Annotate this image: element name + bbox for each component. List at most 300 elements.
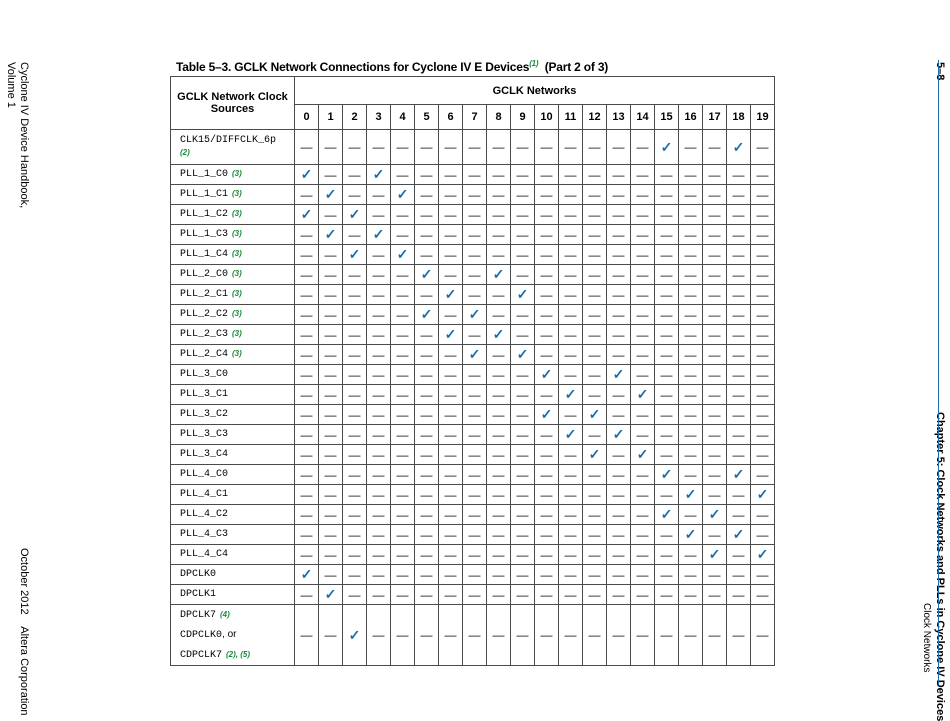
dash-cell: — bbox=[439, 185, 463, 205]
dash-cell: — bbox=[727, 505, 751, 525]
dash-cell: — bbox=[319, 605, 343, 666]
source-name bbox=[171, 445, 295, 465]
header-source: GCLK Network Clock Sources bbox=[171, 77, 295, 130]
dash-cell: — bbox=[751, 585, 775, 605]
dash-cell: — bbox=[535, 425, 559, 445]
dash-cell: — bbox=[583, 385, 607, 405]
dash-cell: — bbox=[367, 325, 391, 345]
dash-cell: — bbox=[607, 345, 631, 365]
dash-cell: — bbox=[559, 305, 583, 325]
dash-cell: — bbox=[391, 265, 415, 285]
column-header-17: 17 bbox=[703, 105, 727, 130]
source-label: PLL_3_C4 bbox=[180, 449, 229, 460]
dash-cell: — bbox=[751, 525, 775, 545]
dash-cell: — bbox=[655, 345, 679, 365]
dash-cell: — bbox=[415, 325, 439, 345]
table-row bbox=[171, 545, 775, 565]
dash-cell: — bbox=[703, 205, 727, 225]
dash-cell: — bbox=[727, 245, 751, 265]
dash-cell: — bbox=[559, 565, 583, 585]
dash-cell: — bbox=[607, 405, 631, 425]
dash-cell: — bbox=[463, 165, 487, 185]
check-mark-icon: ✓ bbox=[487, 265, 511, 285]
dash-cell: — bbox=[391, 585, 415, 605]
dash-cell: — bbox=[439, 265, 463, 285]
source-label: PLL_2_C2 bbox=[180, 309, 229, 320]
dash-cell: — bbox=[655, 205, 679, 225]
dash-cell: — bbox=[655, 325, 679, 345]
dash-cell: — bbox=[343, 585, 367, 605]
dash-cell: — bbox=[679, 130, 703, 165]
source-label: CDPCLK0 bbox=[180, 630, 223, 641]
source-label-text: , or bbox=[222, 629, 237, 640]
dash-cell: — bbox=[439, 245, 463, 265]
dash-cell: — bbox=[511, 225, 535, 245]
dash-cell: — bbox=[751, 245, 775, 265]
dash-cell: — bbox=[559, 365, 583, 385]
source-name bbox=[171, 285, 295, 305]
table-row bbox=[171, 265, 775, 285]
source-name bbox=[171, 465, 295, 485]
dash-cell: — bbox=[535, 605, 559, 666]
dash-cell: — bbox=[679, 265, 703, 285]
dash-cell: — bbox=[751, 425, 775, 445]
dash-cell: — bbox=[727, 565, 751, 585]
side-date-company bbox=[18, 548, 30, 716]
dash-cell: — bbox=[703, 130, 727, 165]
dash-cell: — bbox=[559, 525, 583, 545]
check-mark-icon: ✓ bbox=[727, 525, 751, 545]
dash-cell: — bbox=[319, 130, 343, 165]
dash-cell: — bbox=[367, 305, 391, 325]
dash-cell: — bbox=[727, 385, 751, 405]
dash-cell: — bbox=[727, 185, 751, 205]
dash-cell: — bbox=[295, 485, 319, 505]
dash-cell: — bbox=[511, 245, 535, 265]
dash-cell: — bbox=[295, 365, 319, 385]
dash-cell: — bbox=[583, 130, 607, 165]
dash-cell: — bbox=[511, 305, 535, 325]
column-header-10: 10 bbox=[535, 105, 559, 130]
source-label: PLL_2_C3 bbox=[180, 329, 229, 340]
check-mark-icon: ✓ bbox=[511, 285, 535, 305]
source-label: PLL_1_C0 bbox=[180, 169, 229, 180]
check-mark-icon: ✓ bbox=[463, 345, 487, 365]
table-row bbox=[171, 605, 775, 666]
dash-cell: — bbox=[295, 285, 319, 305]
dash-cell: — bbox=[607, 385, 631, 405]
dash-cell: — bbox=[751, 465, 775, 485]
dash-cell: — bbox=[463, 205, 487, 225]
dash-cell: — bbox=[511, 205, 535, 225]
check-mark-icon: ✓ bbox=[415, 305, 439, 325]
source-label: PLL_4_C1 bbox=[180, 489, 229, 500]
dash-cell: — bbox=[751, 605, 775, 666]
right-rule bbox=[938, 60, 939, 685]
dash-cell: — bbox=[367, 545, 391, 565]
chapter-title-text: Chapter 5: Clock Networks and PLLs in Cyclone IV Devices bbox=[934, 412, 946, 721]
dash-cell: — bbox=[439, 565, 463, 585]
dash-cell: — bbox=[343, 130, 367, 165]
source-footnote: (3) bbox=[232, 329, 242, 338]
dash-cell: — bbox=[487, 305, 511, 325]
dash-cell: — bbox=[583, 505, 607, 525]
dash-cell: — bbox=[607, 185, 631, 205]
dash-cell: — bbox=[415, 505, 439, 525]
dash-cell: — bbox=[727, 365, 751, 385]
dash-cell: — bbox=[751, 225, 775, 245]
source-name bbox=[171, 525, 295, 545]
dash-cell: — bbox=[679, 225, 703, 245]
dash-cell: — bbox=[559, 605, 583, 666]
dash-cell: — bbox=[751, 285, 775, 305]
source-label: CDPCLK7 bbox=[180, 650, 223, 661]
dash-cell: — bbox=[607, 465, 631, 485]
side-handbook-title bbox=[18, 62, 30, 208]
dash-cell: — bbox=[319, 285, 343, 305]
dash-cell: — bbox=[343, 305, 367, 325]
dash-cell: — bbox=[367, 505, 391, 525]
dash-cell: — bbox=[559, 205, 583, 225]
dash-cell: — bbox=[607, 565, 631, 585]
dash-cell: — bbox=[655, 265, 679, 285]
dash-cell: — bbox=[607, 445, 631, 465]
dash-cell: — bbox=[727, 325, 751, 345]
dash-cell: — bbox=[439, 485, 463, 505]
dash-cell: — bbox=[535, 545, 559, 565]
dash-cell: — bbox=[319, 505, 343, 525]
dash-cell: — bbox=[679, 245, 703, 265]
dash-cell: — bbox=[703, 325, 727, 345]
check-mark-icon: ✓ bbox=[727, 465, 751, 485]
dash-cell: — bbox=[583, 165, 607, 185]
dash-cell: — bbox=[655, 305, 679, 325]
dash-cell: — bbox=[655, 445, 679, 465]
dash-cell: — bbox=[487, 225, 511, 245]
gclk-table bbox=[170, 76, 775, 666]
dash-cell: — bbox=[415, 405, 439, 425]
dash-cell: — bbox=[343, 165, 367, 185]
dash-cell: — bbox=[295, 405, 319, 425]
dash-cell: — bbox=[511, 605, 535, 666]
dash-cell: — bbox=[343, 525, 367, 545]
dash-cell: — bbox=[367, 365, 391, 385]
source-name bbox=[171, 585, 295, 605]
dash-cell: — bbox=[295, 245, 319, 265]
dash-cell: — bbox=[631, 225, 655, 245]
dash-cell: — bbox=[631, 525, 655, 545]
check-mark-icon: ✓ bbox=[367, 225, 391, 245]
dash-cell: — bbox=[607, 265, 631, 285]
dash-cell: — bbox=[295, 345, 319, 365]
dash-cell: — bbox=[487, 185, 511, 205]
source-label: PLL_4_C4 bbox=[180, 549, 229, 560]
dash-cell: — bbox=[535, 385, 559, 405]
dash-cell: — bbox=[751, 305, 775, 325]
dash-cell: — bbox=[319, 485, 343, 505]
dash-cell: — bbox=[703, 425, 727, 445]
source-name bbox=[171, 130, 295, 165]
column-header-11: 11 bbox=[559, 105, 583, 130]
dash-cell: — bbox=[367, 285, 391, 305]
source-label: DPCLK0 bbox=[180, 569, 217, 580]
dash-cell: — bbox=[631, 425, 655, 445]
dash-cell: — bbox=[367, 605, 391, 666]
dash-cell: — bbox=[511, 365, 535, 385]
dash-cell: — bbox=[703, 465, 727, 485]
dash-cell: — bbox=[679, 185, 703, 205]
dash-cell: — bbox=[463, 265, 487, 285]
dash-cell: — bbox=[655, 245, 679, 265]
dash-cell: — bbox=[415, 385, 439, 405]
check-mark-icon: ✓ bbox=[343, 205, 367, 225]
dash-cell: — bbox=[679, 405, 703, 425]
dash-cell: — bbox=[391, 485, 415, 505]
dash-cell: — bbox=[487, 285, 511, 305]
source-label: PLL_3_C1 bbox=[180, 389, 229, 400]
dash-cell: — bbox=[679, 305, 703, 325]
dash-cell: — bbox=[679, 505, 703, 525]
dash-cell: — bbox=[487, 130, 511, 165]
check-mark-icon: ✓ bbox=[391, 245, 415, 265]
source-name bbox=[171, 505, 295, 525]
dash-cell: — bbox=[655, 605, 679, 666]
column-header-8: 8 bbox=[487, 105, 511, 130]
dash-cell: — bbox=[583, 325, 607, 345]
dash-cell: — bbox=[535, 445, 559, 465]
dash-cell: — bbox=[727, 285, 751, 305]
dash-cell: — bbox=[463, 465, 487, 485]
check-mark-icon: ✓ bbox=[703, 545, 727, 565]
handbook-name: Cyclone IV Device Handbook, bbox=[18, 62, 30, 209]
dash-cell: — bbox=[415, 165, 439, 185]
dash-cell: — bbox=[415, 185, 439, 205]
dash-cell: — bbox=[487, 445, 511, 465]
dash-cell: — bbox=[511, 325, 535, 345]
dash-cell: — bbox=[559, 245, 583, 265]
dash-cell: — bbox=[343, 445, 367, 465]
dash-cell: — bbox=[607, 545, 631, 565]
table-row bbox=[171, 285, 775, 305]
dash-cell: — bbox=[631, 305, 655, 325]
dash-cell: — bbox=[439, 405, 463, 425]
dash-cell: — bbox=[367, 130, 391, 165]
source-label: PLL_1_C1 bbox=[180, 189, 229, 200]
table-row bbox=[171, 345, 775, 365]
dash-cell: — bbox=[487, 505, 511, 525]
dash-cell: — bbox=[391, 425, 415, 445]
table-row bbox=[171, 305, 775, 325]
dash-cell: — bbox=[655, 485, 679, 505]
dash-cell: — bbox=[607, 225, 631, 245]
dash-cell: — bbox=[703, 565, 727, 585]
dash-cell: — bbox=[727, 545, 751, 565]
dash-cell: — bbox=[583, 185, 607, 205]
source-label: PLL_4_C3 bbox=[180, 529, 229, 540]
dash-cell: — bbox=[415, 345, 439, 365]
dash-cell: — bbox=[559, 505, 583, 525]
dash-cell: — bbox=[703, 605, 727, 666]
dash-cell: — bbox=[487, 425, 511, 445]
source-footnote: (3) bbox=[232, 169, 242, 178]
dash-cell: — bbox=[631, 185, 655, 205]
dash-cell: — bbox=[319, 565, 343, 585]
dash-cell: — bbox=[463, 285, 487, 305]
dash-cell: — bbox=[703, 245, 727, 265]
dash-cell: — bbox=[631, 265, 655, 285]
column-header-6: 6 bbox=[439, 105, 463, 130]
dash-cell: — bbox=[583, 425, 607, 445]
dash-cell: — bbox=[535, 585, 559, 605]
dash-cell: — bbox=[439, 425, 463, 445]
dash-cell: — bbox=[535, 165, 559, 185]
dash-cell: — bbox=[391, 130, 415, 165]
source-footnote: (3) bbox=[232, 309, 242, 318]
dash-cell: — bbox=[439, 505, 463, 525]
dash-cell: — bbox=[295, 585, 319, 605]
dash-cell: — bbox=[319, 425, 343, 445]
dash-cell: — bbox=[295, 445, 319, 465]
dash-cell: — bbox=[751, 205, 775, 225]
dash-cell: — bbox=[415, 365, 439, 385]
dash-cell: — bbox=[487, 165, 511, 185]
dash-cell: — bbox=[583, 565, 607, 585]
caption-footnote: (1) bbox=[529, 59, 539, 68]
dash-cell: — bbox=[511, 465, 535, 485]
check-mark-icon: ✓ bbox=[655, 465, 679, 485]
dash-cell: — bbox=[583, 205, 607, 225]
dash-cell: — bbox=[727, 205, 751, 225]
check-mark-icon: ✓ bbox=[631, 385, 655, 405]
dash-cell: — bbox=[679, 585, 703, 605]
check-mark-icon: ✓ bbox=[703, 505, 727, 525]
dash-cell: — bbox=[511, 165, 535, 185]
check-mark-icon: ✓ bbox=[751, 545, 775, 565]
dash-cell: — bbox=[319, 265, 343, 285]
dash-cell: — bbox=[463, 365, 487, 385]
source-name bbox=[171, 265, 295, 285]
dash-cell: — bbox=[655, 285, 679, 305]
source-label: CLK15/DIFFCLK_6p bbox=[180, 135, 277, 146]
dash-cell: — bbox=[655, 165, 679, 185]
dash-cell: — bbox=[319, 365, 343, 385]
dash-cell: — bbox=[703, 265, 727, 285]
column-header-14: 14 bbox=[631, 105, 655, 130]
dash-cell: — bbox=[319, 385, 343, 405]
dash-cell: — bbox=[631, 545, 655, 565]
dash-cell: — bbox=[559, 285, 583, 305]
dash-cell: — bbox=[463, 385, 487, 405]
dash-cell: — bbox=[487, 245, 511, 265]
dash-cell: — bbox=[511, 485, 535, 505]
dash-cell: — bbox=[343, 385, 367, 405]
dash-cell: — bbox=[679, 165, 703, 185]
table-row bbox=[171, 525, 775, 545]
dash-cell: — bbox=[535, 505, 559, 525]
dash-cell: — bbox=[607, 130, 631, 165]
dash-cell: — bbox=[535, 265, 559, 285]
dash-cell: — bbox=[463, 565, 487, 585]
check-mark-icon: ✓ bbox=[751, 485, 775, 505]
dash-cell: — bbox=[751, 185, 775, 205]
dash-cell: — bbox=[463, 525, 487, 545]
dash-cell: — bbox=[295, 425, 319, 445]
table-row bbox=[171, 245, 775, 265]
dash-cell: — bbox=[391, 525, 415, 545]
dash-cell: — bbox=[535, 130, 559, 165]
dash-cell: — bbox=[679, 565, 703, 585]
section-title bbox=[921, 603, 932, 672]
dash-cell: — bbox=[631, 245, 655, 265]
dash-cell: — bbox=[511, 405, 535, 425]
dash-cell: — bbox=[727, 425, 751, 445]
dash-cell: — bbox=[343, 325, 367, 345]
side-volume bbox=[5, 62, 17, 108]
dash-cell: — bbox=[631, 505, 655, 525]
source-label: PLL_3_C2 bbox=[180, 409, 229, 420]
column-header-16: 16 bbox=[679, 105, 703, 130]
dash-cell: — bbox=[439, 545, 463, 565]
dash-cell: — bbox=[703, 445, 727, 465]
dash-cell: — bbox=[583, 265, 607, 285]
dash-cell: — bbox=[319, 345, 343, 365]
table-row bbox=[171, 185, 775, 205]
dash-cell: — bbox=[319, 305, 343, 325]
dash-cell: — bbox=[391, 565, 415, 585]
dash-cell: — bbox=[655, 525, 679, 545]
check-mark-icon: ✓ bbox=[559, 385, 583, 405]
table-row bbox=[171, 325, 775, 345]
dash-cell: — bbox=[655, 225, 679, 245]
dash-cell: — bbox=[655, 385, 679, 405]
dash-cell: — bbox=[391, 505, 415, 525]
dash-cell: — bbox=[511, 185, 535, 205]
dash-cell: — bbox=[727, 225, 751, 245]
dash-cell: — bbox=[295, 545, 319, 565]
dash-cell: — bbox=[607, 585, 631, 605]
dash-cell: — bbox=[631, 365, 655, 385]
dash-cell: — bbox=[343, 405, 367, 425]
check-mark-icon: ✓ bbox=[319, 185, 343, 205]
dash-cell: — bbox=[679, 385, 703, 405]
check-mark-icon: ✓ bbox=[295, 565, 319, 585]
dash-cell: — bbox=[631, 165, 655, 185]
dash-cell: — bbox=[343, 565, 367, 585]
check-mark-icon: ✓ bbox=[391, 185, 415, 205]
dash-cell: — bbox=[367, 185, 391, 205]
dash-cell: — bbox=[295, 385, 319, 405]
dash-cell: — bbox=[439, 365, 463, 385]
check-mark-icon: ✓ bbox=[583, 445, 607, 465]
dash-cell: — bbox=[559, 545, 583, 565]
dash-cell: — bbox=[295, 465, 319, 485]
caption-part: (Part 2 of 3) bbox=[544, 60, 609, 74]
dash-cell: — bbox=[727, 585, 751, 605]
dash-cell: — bbox=[391, 405, 415, 425]
dash-cell: — bbox=[679, 205, 703, 225]
check-mark-icon: ✓ bbox=[487, 325, 511, 345]
dash-cell: — bbox=[463, 505, 487, 525]
dash-cell: — bbox=[487, 405, 511, 425]
dash-cell: — bbox=[343, 425, 367, 445]
check-mark-icon: ✓ bbox=[343, 245, 367, 265]
column-header-7: 7 bbox=[463, 105, 487, 130]
dash-cell: — bbox=[559, 445, 583, 465]
dash-cell: — bbox=[343, 285, 367, 305]
dash-cell: — bbox=[535, 325, 559, 345]
dash-cell: — bbox=[559, 485, 583, 505]
dash-cell: — bbox=[727, 405, 751, 425]
